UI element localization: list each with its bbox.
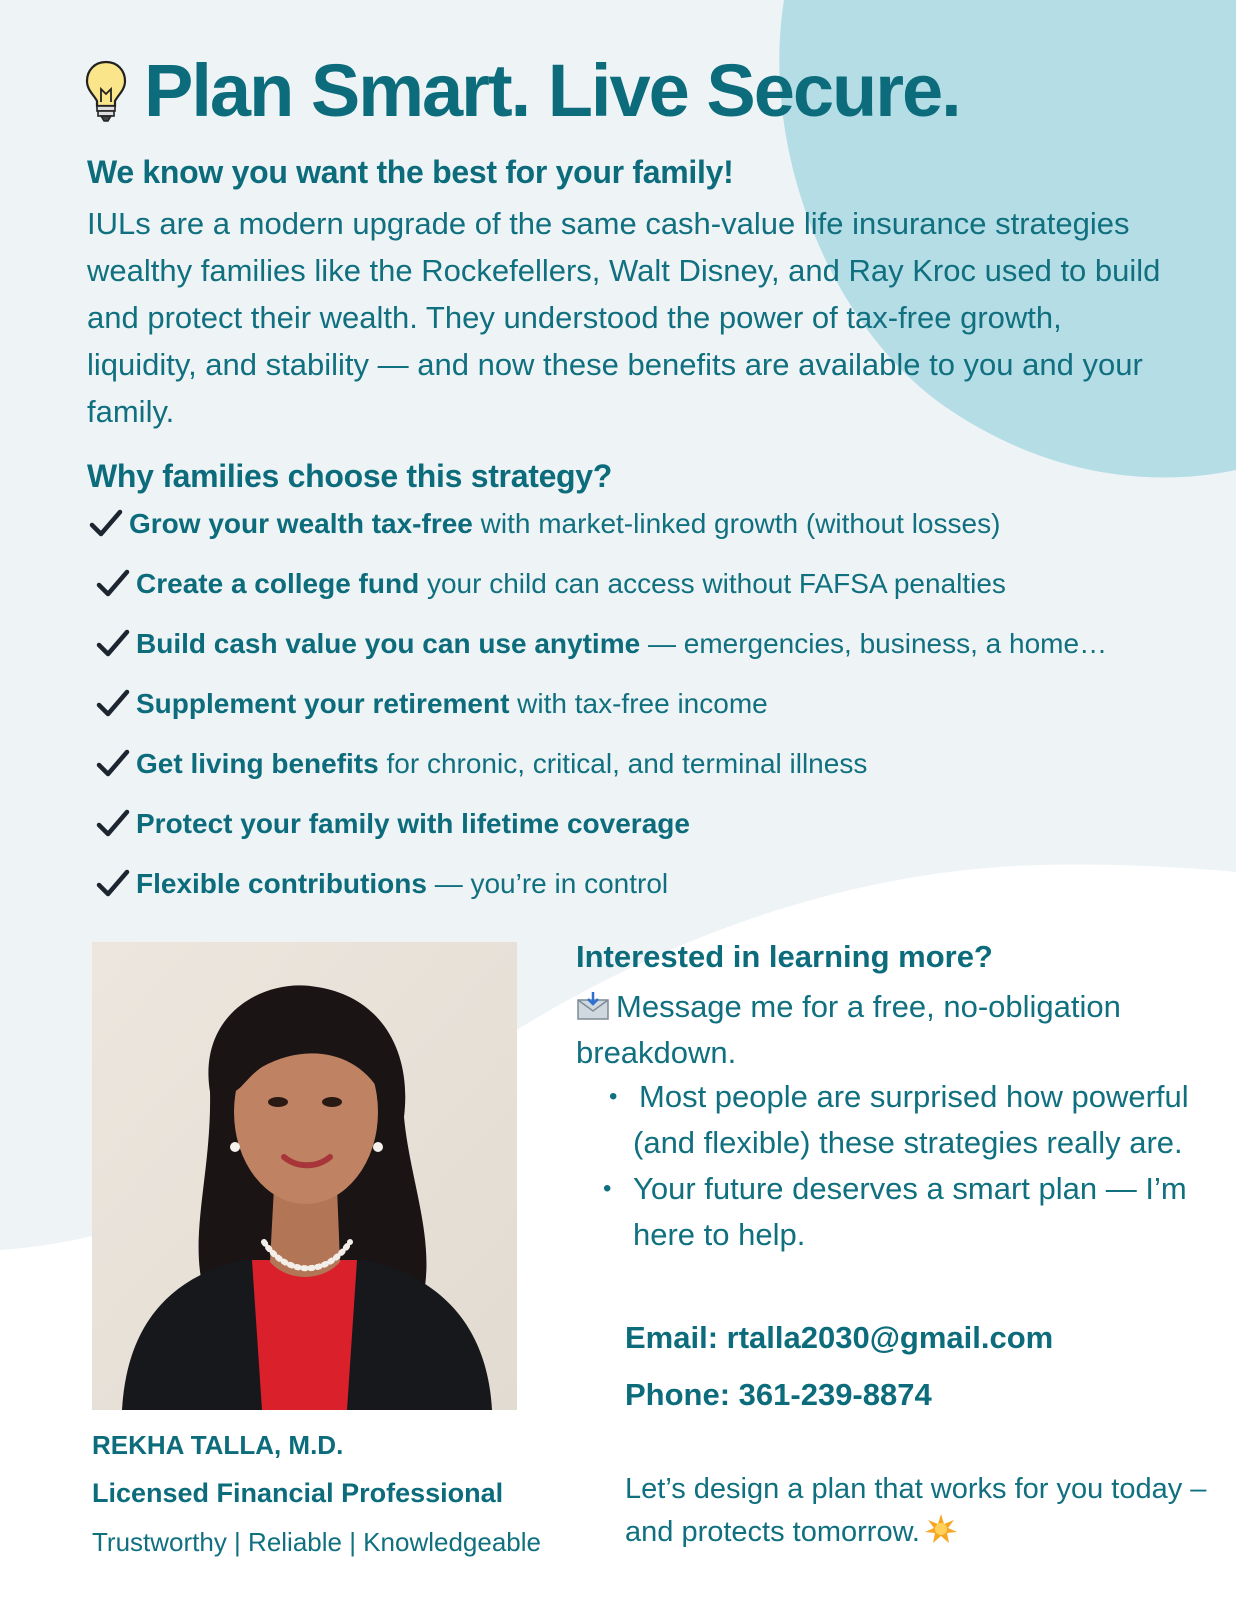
checkmark-icon bbox=[96, 569, 130, 599]
contact-bullets bbox=[603, 1074, 1203, 1258]
benefit-bold: Grow your wealth tax-free bbox=[129, 508, 473, 539]
profile-name: REKHA TALLA, M.D. bbox=[92, 1430, 344, 1460]
profile-traits: Trustworthy | Reliable | Knowledgeable bbox=[92, 1527, 541, 1557]
list-item: • Most people are surprised how powerful (and flexible) these strategies really are. bbox=[603, 1074, 1203, 1166]
closing-text-content: Let’s design a plan that works for you today – and protects tomorrow. bbox=[625, 1473, 1207, 1548]
list-item: • Your future deserves a smart plan — I’m here to help. bbox=[603, 1166, 1203, 1258]
checkmark-icon bbox=[89, 509, 123, 539]
profile-photo bbox=[92, 942, 517, 1410]
intro-paragraph: IULs are a modern upgrade of the same cash-value life insurance strategies wealthy families like the Rockefellers, Walt Disney, and Ray Kroc used to build and protect their wealth. They understood the power of tax-free growth, liquidity, and stability — and now these benefits are available to you and your family. bbox=[87, 206, 1161, 429]
contact-email[interactable]: Email: rtalla2030@gmail.com bbox=[625, 1320, 1054, 1355]
checkmark-icon bbox=[96, 629, 130, 659]
closing-text bbox=[625, 1468, 1225, 1554]
title-row bbox=[84, 48, 960, 133]
benefit-text: — you’re in control bbox=[426, 868, 669, 899]
benefit-item bbox=[89, 508, 1000, 540]
lightbulb-icon bbox=[84, 59, 128, 123]
benefit-item bbox=[96, 568, 1006, 600]
profile-role: Licensed Financial Professional bbox=[92, 1478, 504, 1508]
contact-heading: Interested in learning more? bbox=[576, 939, 993, 974]
benefit-bold: Build cash value you can use anytime bbox=[136, 628, 641, 659]
checkmark-icon bbox=[96, 869, 130, 899]
benefit-text: with tax-free income bbox=[509, 688, 768, 719]
star-icon bbox=[924, 1512, 958, 1546]
why-heading: Why families choose this strategy? bbox=[87, 458, 613, 494]
benefit-bold: Create a college fund bbox=[136, 568, 420, 599]
benefit-item bbox=[96, 748, 867, 780]
benefit-bold: Get living benefits bbox=[136, 748, 379, 779]
contact-message bbox=[576, 984, 1196, 1076]
benefit-bold: Flexible contributions bbox=[136, 868, 427, 899]
checkmark-icon bbox=[96, 809, 130, 839]
benefit-item bbox=[96, 688, 768, 720]
benefit-item bbox=[96, 868, 668, 900]
benefit-text: — emergencies, business, a home… bbox=[640, 628, 1108, 659]
checkmark-icon bbox=[96, 689, 130, 719]
page-title: Plan Smart. Live Secure. bbox=[144, 49, 960, 132]
benefit-bold: Supplement your retirement bbox=[136, 688, 510, 719]
benefit-item bbox=[96, 808, 690, 840]
envelope-icon bbox=[576, 991, 610, 1021]
benefit-text: with market-linked growth (without losses) bbox=[472, 508, 1001, 539]
benefit-bold: Protect your family with lifetime coverage bbox=[136, 808, 690, 839]
intro-heading: We know you want the best for your family! bbox=[87, 154, 734, 190]
contact-phone[interactable]: Phone: 361-239-8874 bbox=[625, 1377, 932, 1412]
benefit-text: for chronic, critical, and terminal illness bbox=[378, 748, 868, 779]
contact-message-text: Message me for a free, no-obligation breakdown. bbox=[576, 989, 1121, 1070]
benefit-text: your child can access without FAFSA penalties bbox=[419, 568, 1006, 599]
benefit-item bbox=[96, 628, 1107, 660]
checkmark-icon bbox=[96, 749, 130, 779]
